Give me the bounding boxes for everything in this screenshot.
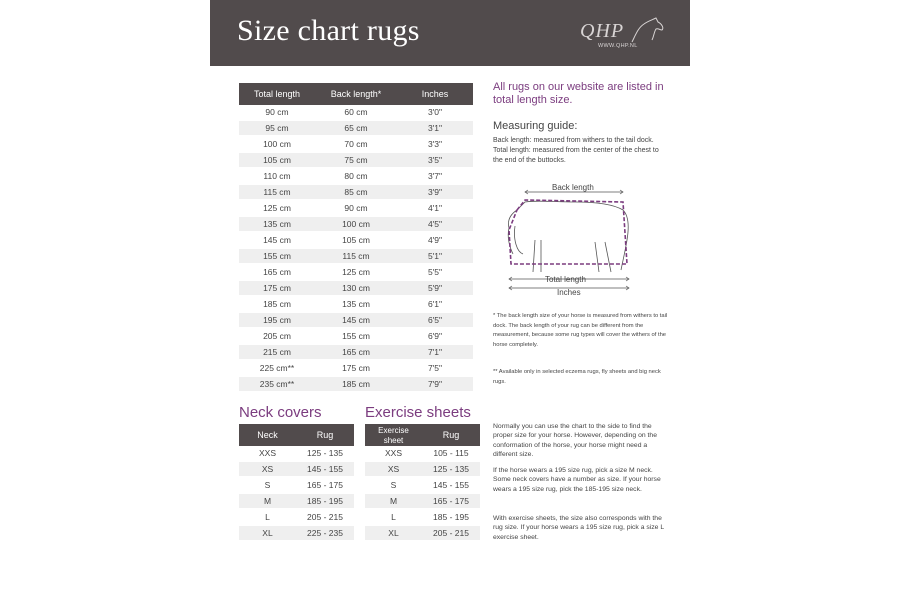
table-cell: 90 cm (315, 201, 397, 217)
table-cell: 70 cm (315, 137, 397, 153)
table-cell: 145 - 155 (422, 478, 480, 494)
table-cell: 205 - 215 (296, 510, 354, 526)
table-cell: 6'5" (397, 313, 473, 329)
table-cell: M (239, 494, 296, 510)
measuring-guide-title: Measuring guide: (493, 120, 578, 132)
table-cell: 235 cm** (239, 377, 315, 393)
table-row (365, 494, 480, 510)
table-cell: 3'9" (397, 185, 473, 201)
availability-footnote: ** Available only in selected eczema rugs, fly sheets and big neck rugs. (493, 369, 661, 385)
table-row (239, 185, 473, 201)
table-cell: 5'9" (397, 281, 473, 297)
table-cell: 130 cm (315, 281, 397, 297)
horse-head-icon (628, 16, 668, 46)
table-cell: 165 cm (315, 345, 397, 361)
total-length-note: All rugs on our website are listed in total length size. (493, 81, 664, 106)
table-row (239, 105, 473, 121)
table-cell: 135 cm (239, 217, 315, 233)
table-cell: 3'1" (397, 121, 473, 137)
table-cell: 125 - 135 (422, 462, 480, 478)
table-row (239, 153, 473, 169)
table-cell: 125 cm (239, 201, 315, 217)
table-cell: 135 cm (315, 297, 397, 313)
table-row (239, 510, 354, 526)
table-cell: 145 - 155 (296, 462, 354, 478)
table-cell: XXS (365, 446, 422, 462)
header-back-length: Back length* (315, 83, 397, 105)
table-cell: 85 cm (315, 185, 397, 201)
table-cell: 95 cm (239, 121, 315, 137)
exercise-sheets-table (365, 424, 480, 542)
table-cell: 205 cm (239, 329, 315, 345)
table-cell: 125 cm (315, 265, 397, 281)
header-banner (210, 0, 690, 66)
table-cell: 7'5" (397, 361, 473, 377)
table-cell: 165 - 175 (422, 494, 480, 510)
total-length-definition: Total length: measured from the center of the chest to the end of the buttocks. (493, 147, 659, 164)
diagram-inches-label: Inches (557, 288, 581, 297)
table-row (239, 201, 473, 217)
table-cell: 225 cm** (239, 361, 315, 377)
table-cell: 80 cm (315, 169, 397, 185)
header-exercise-line1: Exercise (378, 426, 409, 435)
table-cell: 155 cm (239, 249, 315, 265)
table-cell: XS (239, 462, 296, 478)
table-cell: 185 cm (239, 297, 315, 313)
table-row (239, 446, 354, 462)
table-row (239, 121, 473, 137)
table-cell: 6'1" (397, 297, 473, 313)
table-row (365, 462, 480, 478)
neck-covers-table (239, 424, 354, 542)
back-length-definition: Back length: measured from withers to the tail dock. (493, 137, 654, 144)
table-cell: 110 cm (239, 169, 315, 185)
table-row (239, 249, 473, 265)
header-exercise-line2: sheet (383, 436, 404, 445)
table-cell: 185 - 195 (422, 510, 480, 526)
table-cell: 5'5" (397, 265, 473, 281)
table-row (239, 297, 473, 313)
table-row (365, 446, 480, 462)
logo-url: WWW.QHP.NL (598, 43, 638, 49)
logo-text: QHP (580, 20, 625, 42)
horse-measurement-diagram (495, 180, 645, 300)
usage-paragraph: Normally you can use the chart to the side to find the proper size for your horse. However, depending on the conformation of the horse, your horse might need a different size. (493, 423, 657, 459)
table-cell: XXS (239, 446, 296, 462)
table-row (365, 526, 480, 542)
table-cell: L (239, 510, 296, 526)
table-header-row (239, 424, 354, 446)
header-exercise-sheet (365, 424, 422, 446)
table-cell: 195 cm (239, 313, 315, 329)
header-rug: Rug (296, 424, 354, 446)
table-cell: 4'5" (397, 217, 473, 233)
table-cell: 145 cm (315, 313, 397, 329)
table-cell: XL (365, 526, 422, 542)
table-cell: L (365, 510, 422, 526)
table-cell: 3'5" (397, 153, 473, 169)
table-cell: 175 cm (239, 281, 315, 297)
table-cell: 6'9" (397, 329, 473, 345)
size-chart-page (210, 0, 690, 600)
header-neck: Neck (239, 424, 296, 446)
table-cell: 90 cm (239, 105, 315, 121)
table-row (239, 478, 354, 494)
table-cell: 125 - 135 (296, 446, 354, 462)
table-cell: 3'3" (397, 137, 473, 153)
table-row (365, 478, 480, 494)
table-cell: 155 cm (315, 329, 397, 345)
table-cell: 105 - 115 (422, 446, 480, 462)
page-title: Size chart rugs (237, 14, 420, 47)
table-cell: 145 cm (239, 233, 315, 249)
table-cell: S (239, 478, 296, 494)
table-row (239, 313, 473, 329)
back-length-footnote: * The back length size of your horse is measured from withers to tail dock. The back length of your rug can be different from the measurement, because some rug types will cover the withers of the horse completely. (493, 313, 668, 348)
table-cell: 175 cm (315, 361, 397, 377)
qhp-logo (578, 16, 668, 56)
table-cell: 115 cm (315, 249, 397, 265)
table-row (239, 377, 473, 393)
table-cell: 4'9" (397, 233, 473, 249)
table-cell: 225 - 235 (296, 526, 354, 542)
exercise-sheets-title: Exercise sheets (365, 404, 471, 421)
table-row (239, 361, 473, 377)
table-cell: 185 cm (315, 377, 397, 393)
table-header-row (239, 83, 473, 105)
table-cell: 5'1" (397, 249, 473, 265)
table-cell: 75 cm (315, 153, 397, 169)
table-cell: S (365, 478, 422, 494)
table-row (239, 169, 473, 185)
measuring-guide-text (493, 136, 663, 166)
table-cell: 3'0" (397, 105, 473, 121)
table-cell: 105 cm (239, 153, 315, 169)
table-row (365, 510, 480, 526)
table-cell: M (365, 494, 422, 510)
table-cell: 165 cm (239, 265, 315, 281)
header-total-length: Total length (239, 83, 315, 105)
table-cell: 3'7" (397, 169, 473, 185)
neck-size-paragraph: If the horse wears a 195 size rug, pick a size M neck. Some neck covers have a number as size. If your horse wears a 195 size rug, pick the 185-195 size neck. (493, 467, 661, 493)
table-cell: 215 cm (239, 345, 315, 361)
table-cell: 115 cm (239, 185, 315, 201)
exercise-size-paragraph: With exercise sheets, the size also corresponds with the rug size. If your horse wears a 195 size rug, pick a size L exercise sheet. (493, 515, 664, 541)
table-row (239, 281, 473, 297)
table-row (239, 345, 473, 361)
table-cell: 165 - 175 (296, 478, 354, 494)
table-cell: 7'9" (397, 377, 473, 393)
table-cell: 65 cm (315, 121, 397, 137)
table-row (239, 137, 473, 153)
header-inches: Inches (397, 83, 473, 105)
table-cell: XL (239, 526, 296, 542)
neck-covers-title: Neck covers (239, 404, 322, 421)
header-rug: Rug (422, 424, 480, 446)
table-row (239, 265, 473, 281)
table-row (239, 329, 473, 345)
table-header-row (365, 424, 480, 446)
table-row (239, 233, 473, 249)
table-cell: 100 cm (315, 217, 397, 233)
table-cell: 100 cm (239, 137, 315, 153)
table-row (239, 526, 354, 542)
table-row (239, 462, 354, 478)
table-cell: 105 cm (315, 233, 397, 249)
diagram-total-length-label: Total length (545, 275, 586, 284)
table-row (239, 494, 354, 510)
diagram-back-length-label: Back length (552, 183, 594, 192)
table-cell: 60 cm (315, 105, 397, 121)
table-cell: 205 - 215 (422, 526, 480, 542)
table-cell: 4'1" (397, 201, 473, 217)
table-cell: 185 - 195 (296, 494, 354, 510)
rug-size-table (239, 83, 473, 393)
table-row (239, 217, 473, 233)
table-cell: XS (365, 462, 422, 478)
table-cell: 7'1" (397, 345, 473, 361)
